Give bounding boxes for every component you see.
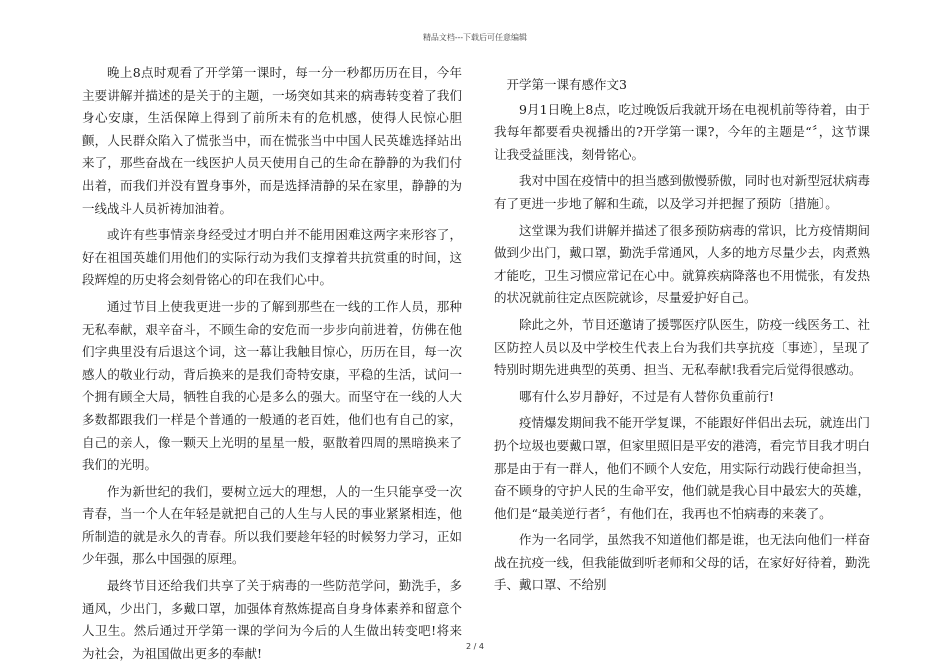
right-column [494, 74, 870, 601]
paragraph: 通过节目上使我更进一步的了解到那些在一线的工作人员，那种无私奉献，艰辛奋斗，不顾生命的安危而一步步向前进着，仿佛在他们字典里没有后退这个词，这一幕让我触目惊心，历历在目，每一次感人的敬业行动，背后换来的是我们奇特安康，平稳的生活，试问一个拥有顾全大局，牺牲自我的心是多么的强大。而坚守在一线的人大多数都跟我们一样是个普通的一般通的老百姓，他们也有自己的家，自己的亲人，像一颗天上光明的星星一般，驱散着四周的黑暗换来了我们的光明。 [82, 298, 462, 473]
paragraph: 哪有什么岁月静好，不过是有人替你负重前行! [519, 388, 775, 404]
paragraph: 这堂课为我们讲解并描述了很多预防病毒的常识，比方疫情期间做到少出门，戴口罩，勤洗手常通风，人多的地方尽量少去，肉煮熟才能吃，卫生习惯应常记在心中。就算疾病降落也不用慌张，有发热的状况就前往定点医院就诊，尽量爱护好自己。 [494, 222, 870, 306]
paragraph: 最终节目还给我们共享了关于病毒的一些防范学问，勤洗手，多通风，少出门，多戴口罩，加强体育熬炼提高自身身体素养和留意个人卫生。然后通过开学第一课的学问为今后的人生做出转变吧!将来为社会，为祖国做出更多的奉献! [82, 578, 462, 661]
paragraph: 疫情爆发期间我不能开学复课，不能跟好伴侣出去玩，就连出门扔个垃圾也要戴口罩，但家里照旧是平安的港湾，看完节目我才明白那是由于有一群人，他们不顾个人安危，用实际行动践行使命担当，奋不顾身的守护人民的生命平安，他们就是我心目中最宏大的英雄，他们是“最美逆行者〞，有他们在，我再也不怕病毒的来袭了。 [494, 415, 870, 521]
paragraph: 或许有些事情亲身经受过才明白并不能用困难这两字来形容了，好在祖国英雄们用他们的实际行动为我们支撑着共抗赏重的时间，这段辉煌的历史将会刻骨铭心的印在我们心中。 [82, 227, 462, 288]
paragraph: 作为一名同学，虽然我不知道他们都是谁，也无法向他们一样奋战在抗疫一线，但我能做到听老师和父母的话，在家好好待着，勤洗手、戴口罩、不给别 [494, 532, 870, 593]
paragraph: 除此之外，节目还邀请了援鄂医疗队医生，防疫一线医务工、社区防控人员以及中学校生代表上台为我们共享抗疫〔事迹〕，呈现了特别时期先进典型的英勇、担当、无私奉献!我看完后觉得很感动。 [494, 316, 870, 378]
paragraph: 作为新世纪的我们，要树立远大的理想，人的一生只能享受一次青春，当一个人在年轻是就把自己的人生与人民的事业紧紧相连，他所制造的就是永久的青春。所以我们要趁年轻的时候努力学习，正如少年强，那么中国强的原理。 [82, 483, 462, 567]
paragraph: 我对中国在疫情中的担当感到傲慢骄傲，同时也对新型冠状病毒有了更进一步地了解和生疏，以及学习并把握了预防〔措施〕。 [494, 173, 870, 211]
paragraph: 9月1日晚上8点，吃过晚饭后我就开场在电视机前等待着，由于我每年都要看央视播出的?开学第一课?，今年的主题是“〞，这节课让我受益匪浅，刻骨铭心。 [494, 101, 870, 162]
page-number: 2 / 4 [466, 642, 484, 651]
left-column [82, 62, 462, 669]
essay-title: 开学第一课有感作文3 [506, 77, 627, 92]
paragraph: 晚上8点时观看了开学第一课时，每一分一秒都历历在目，今年主要讲解并描述的是关于的主题，一场突如其来的病毒转变着了我们身心安康，生活保障上得到了前所未有的危机感，使得人民惊心胆颤，人民群众陷入了慌张当中，而在慌张当中中国人民英雄选择站出来了，那些奋战在一线医护人员天使用自己的生命在静静的为我们付出着，而我们并没有置身事外，而是选择清静的呆在家里，静静的为一线战斗人员祈祷加油着。 [82, 65, 462, 216]
page-header: 精品文档---下载后可任意编辑 [422, 33, 528, 42]
